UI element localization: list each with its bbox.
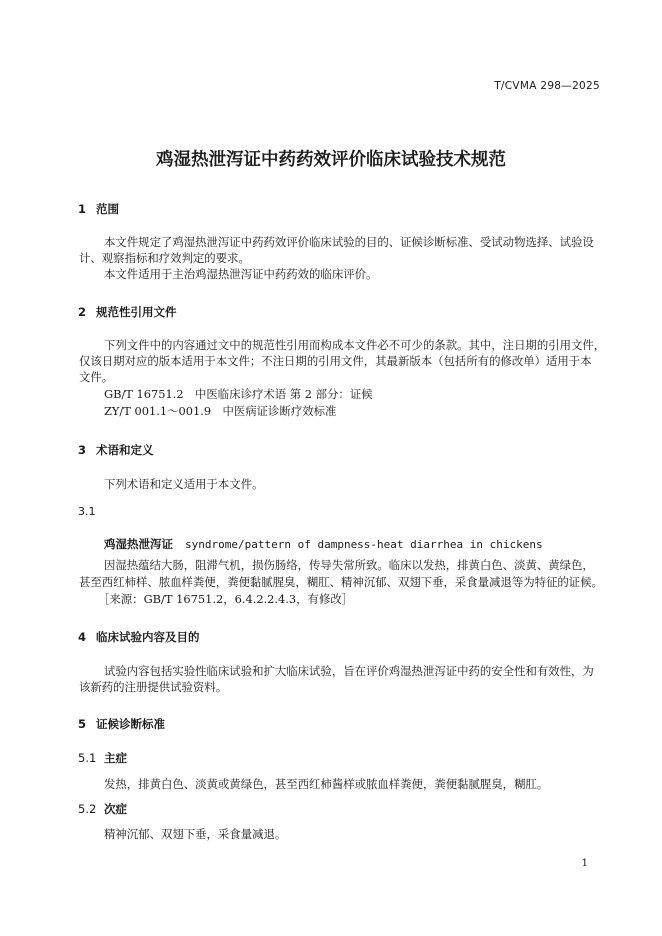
normative-reference: GB/T 16751.2 中医临床诊疗术语 第 2 部分：证候 [104,387,373,401]
subsection-5-2-heading [78,801,127,817]
subsection-number: 3.1 [78,505,96,518]
section-title: 术语和定义 [96,443,154,457]
section-3-heading [78,442,154,458]
term-definition-line: 因湿热蕴结大肠，阻滞气机，损伤肠络，传导失常所致。临床以发热，排黄白色、淡黄、黄绿色， [104,558,594,572]
section-2-heading [78,304,177,320]
section-1-paragraph-line: 本文件规定了鸡湿热泄泻证中药药效评价临床试验的目的、证候诊断标准、受试动物选择、试验设 [104,235,594,249]
term-definition-line: 甚至西红柿样、脓血样粪便，粪便黏腻腥臭，糊肛、精神沉郁、双翅下垂，采食量减退等为特征的证候。 [79,575,603,589]
term-source: ［来源：GB/T 16751.2，6.4.2.2.4.3，有修改］ [98,592,354,606]
section-number: 3 [78,443,87,457]
document-title: 鸡湿热泄泻证中药药效评价临床试验技术规范 [156,150,506,170]
standard-number: T/CVMA 298—2025 [494,80,600,92]
section-number: 4 [78,630,87,644]
subsection-number: 5.1 [78,751,97,765]
section-title: 规范性引用文件 [96,305,177,319]
section-1-heading [78,201,119,217]
term-chinese: 鸡湿热泄泻证 [104,537,173,551]
subsection-title: 主症 [104,751,127,765]
term-entry [104,535,543,553]
subsection-5-1-heading [78,750,127,766]
section-4-paragraph-line: 该新药的注册提供试验资料。 [79,680,228,694]
section-1-paragraph: 本文件适用于主治鸡湿热泄泻证中药药效的临床评价。 [104,267,378,281]
section-1-paragraph-line: 计、观察指标和疗效判定的要求。 [79,251,250,265]
section-4-heading [78,629,200,645]
section-title: 证候诊断标准 [96,717,165,731]
section-3-intro: 下列术语和定义适用于本文件。 [104,477,264,491]
main-symptoms-text: 发热，排黄白色、淡黄或黄绿色，甚至西红柿酱样或脓血样粪便，粪便黏腻腥臭，糊肛。 [104,777,549,791]
secondary-symptoms-text: 精神沉郁、双翅下垂，采食量减退。 [104,827,287,841]
section-title: 临床试验内容及目的 [96,630,200,644]
page-number: 1 [581,858,588,869]
normative-reference: ZY/T 001.1～001.9 中医病证诊断疗效标准 [104,404,337,418]
section-number: 1 [78,202,87,216]
term-english: syndrome/pattern of dampness-heat diarrhea in chickens [185,538,543,551]
section-title: 范围 [96,202,119,216]
subsection-number: 5.2 [78,802,97,816]
section-2-paragraph-line: 文件。 [79,370,114,384]
section-number: 2 [78,305,87,319]
section-2-paragraph-line: 下列文件中的内容通过文中的规范性引用而构成本文件必不可少的条款。其中，注日期的引用文件， [104,338,606,352]
subsection-title: 次症 [104,802,127,816]
section-5-heading [78,716,165,732]
section-2-paragraph-line: 仅该日期对应的版本适用于本文件；不注日期的引用文件，其最新版本（包括所有的修改单）适用于本 [79,354,592,368]
section-number: 5 [78,717,87,731]
section-4-paragraph-line: 试验内容包括实验性临床试验和扩大临床试验，旨在评价鸡湿热泄泻证中药的安全性和有效性，为 [104,664,594,678]
